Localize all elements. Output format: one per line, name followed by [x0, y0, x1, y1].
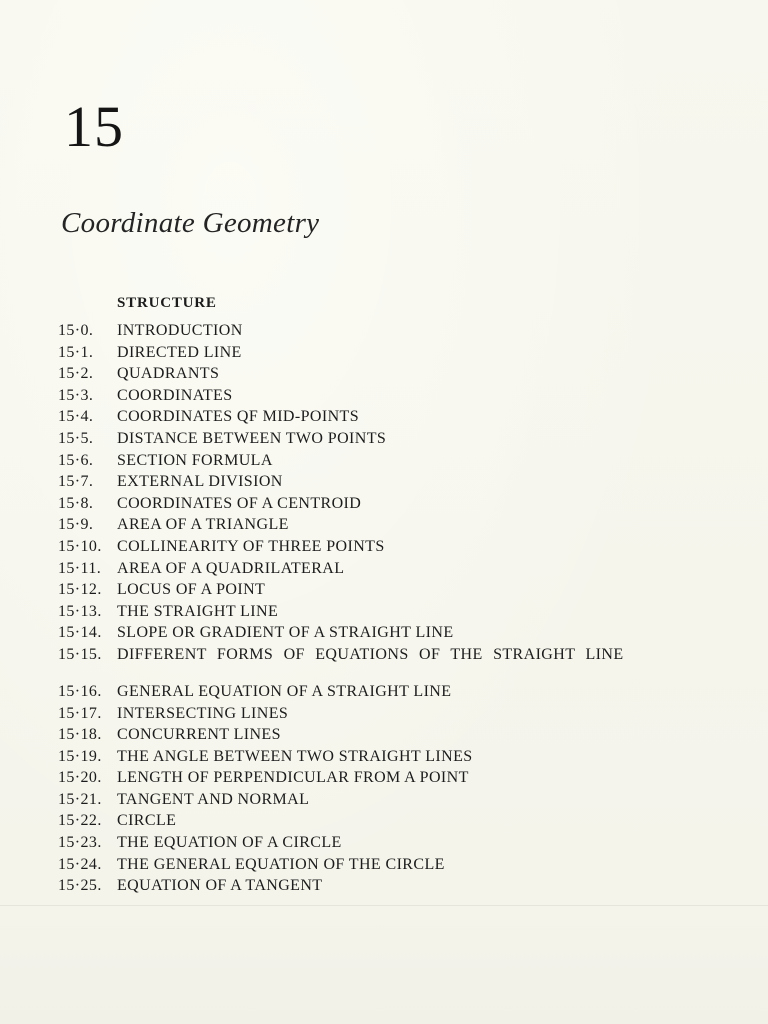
toc-entry: [58, 493, 718, 515]
section-title: SECTION FORMULA: [117, 451, 273, 469]
section-number: 15·17.: [58, 704, 102, 722]
section-number: 15·1.: [58, 343, 94, 361]
section-number: 15·12.: [58, 581, 102, 599]
section-number: 15·16.: [58, 682, 102, 700]
section-title: INTRODUCTION: [117, 322, 243, 339]
toc-entry: [58, 644, 718, 681]
section-number: 15·11.: [58, 559, 102, 577]
section-number: 15·6.: [58, 451, 94, 469]
section-title: LOCUS OF A POINT: [117, 581, 266, 599]
section-title: DIFFERENT FORMS OF EQUATIONS OF THE STRAIGHT LINE: [117, 645, 624, 663]
toc-entry: [58, 832, 718, 854]
section-title: THE GENERAL EQUATION OF THE CIRCLE: [117, 855, 445, 873]
section-title: THE EQUATION OF A CIRCLE: [117, 834, 342, 852]
toc-entry: [58, 450, 718, 472]
toc-entry: [58, 810, 718, 832]
toc-entry: [58, 385, 718, 407]
section-title: QUADRANTS: [117, 365, 220, 383]
section-title: TANGENT AND NORMAL: [117, 790, 310, 808]
section-number: 15·13.: [58, 602, 102, 620]
section-title: EQUATION OF A TANGENT: [117, 877, 323, 895]
toc-entry: [58, 746, 718, 768]
section-number: 15·0.: [58, 322, 94, 339]
section-title: GENERAL EQUATION OF A STRAIGHT LINE: [117, 682, 452, 700]
section-title: SLOPE OR GRADIENT OF A STRAIGHT LINE: [117, 624, 454, 642]
page-fold-divider: [0, 905, 768, 906]
toc-entry: [58, 536, 718, 558]
toc-entry: [58, 601, 718, 623]
section-number: 15·25.: [58, 877, 102, 895]
toc-entry: [58, 579, 718, 601]
toc-entry: [58, 514, 718, 536]
toc-entry: [58, 558, 718, 580]
section-title: COLLINEARITY OF THREE POINTS: [117, 537, 385, 555]
section-title: AREA OF A QUADRILATERAL: [117, 559, 345, 577]
section-title: THE ANGLE BETWEEN TWO STRAIGHT LINES: [117, 747, 473, 765]
toc-entry: [58, 854, 718, 876]
section-number: 15·5.: [58, 429, 94, 447]
section-title: CONCURRENT LINES: [117, 726, 281, 744]
section-title: DIRECTED LINE: [117, 343, 242, 361]
section-number: 15·20.: [58, 769, 102, 787]
section-number: 15·4.: [58, 408, 94, 426]
section-title: THE STRAIGHT LINE: [117, 602, 279, 620]
chapter-number: 15: [64, 94, 124, 159]
section-number: 15·22.: [58, 812, 102, 830]
section-number: 15·10.: [58, 537, 102, 555]
chapter-title: Coordinate Geometry: [61, 207, 320, 239]
section-title: CIRCLE: [117, 812, 177, 830]
section-number: 15·9.: [58, 516, 94, 534]
section-number: 15·19.: [58, 747, 102, 765]
section-title: INTERSECTING LINES: [117, 704, 289, 722]
structure-heading: STRUCTURE: [117, 295, 217, 311]
toc-entry: [58, 789, 718, 811]
toc-entry: [58, 703, 718, 725]
section-title: COORDINATES QF MID-POINTS: [117, 408, 360, 426]
section-number: 15·7.: [58, 473, 94, 491]
toc-entry: [58, 681, 718, 703]
section-number: 15·8.: [58, 494, 94, 512]
section-number: 15·3.: [58, 386, 94, 404]
toc-entry: [58, 724, 718, 746]
section-number: 15·18.: [58, 726, 102, 744]
toc-entry: [58, 320, 718, 342]
toc-entry: [58, 622, 718, 644]
section-title: LENGTH OF PERPENDICULAR FROM A POINT: [117, 769, 469, 787]
section-title: DISTANCE BETWEEN TWO POINTS: [117, 429, 387, 447]
section-title: COORDINATES OF A CENTROID: [117, 494, 362, 512]
table-of-contents: [58, 320, 718, 897]
toc-entry: [58, 406, 718, 428]
section-title: EXTERNAL DIVISION: [117, 473, 283, 491]
section-number: 15·21.: [58, 790, 102, 808]
section-number: 15·23.: [58, 834, 102, 852]
section-number: 15·2.: [58, 365, 94, 383]
toc-entry: [58, 363, 718, 385]
section-number: 15·24.: [58, 855, 102, 873]
toc-entry: [58, 342, 718, 364]
toc-entry: [58, 875, 718, 897]
section-number: 15·15.: [58, 645, 102, 663]
toc-entry: [58, 767, 718, 789]
toc-entry: [58, 428, 718, 450]
section-number: 15·14.: [58, 624, 102, 642]
toc-entry: [58, 471, 718, 493]
section-title: COORDINATES: [117, 386, 233, 404]
section-title: AREA OF A TRIANGLE: [117, 516, 289, 534]
